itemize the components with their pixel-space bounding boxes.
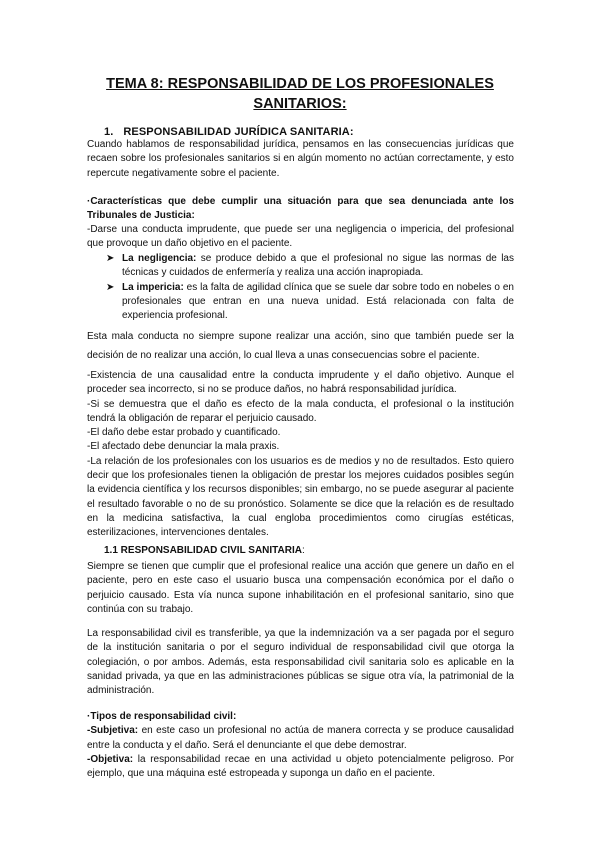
list-item: -La relación de los profesionales con los usuarios es de medios y no de resultados. Esto quiero decir que los profesionales tienen la obligación de prestar los mejores cuidados posibles según la evidencia científica y los recursos disponibles; sin embargo, no se puede asegurar al paciente el resultado favorable o no de su pronóstico. Solamente se dice que la relación es de resultado en la medicina satisfactiva, la cual engloba procedimientos como cirugías estéticas, esterilizaciones, intervenciones dentales. [87, 455, 514, 539]
bullet-term: La impericia: [122, 281, 184, 293]
bullet-list [106, 252, 514, 323]
bullet-text: se produce debido a que el profesional no sigue las normas de las técnicas y cuidados de enfermería y realiza una acción inapropiada. [122, 253, 514, 279]
arrow-bullet-icon: ➤ [106, 253, 115, 264]
subjetiva-item [87, 724, 514, 753]
section-1-title: RESPONSABILIDAD JURÍDICA SANITARIA: [123, 126, 354, 138]
list-item [106, 252, 514, 281]
list-item [106, 281, 514, 324]
title-line-2: SANITARIOS: [253, 96, 347, 112]
characteristics-heading [87, 195, 514, 224]
bullet-text: es la falta de agilidad clínica que se suele dar sobre todo en nobeles o en profesionales que entran en una nueva unidad. Está relacionada con falta de experiencia profesional. [122, 281, 514, 322]
list-item: -Existencia de una causalidad entre la conducta imprudente y el daño objetivo. Aunque el proceder sea incorrecto, si no se produce daños, no habrá responsabilidad jurídica. [87, 370, 514, 396]
civil-types [87, 710, 514, 781]
section-1-number: 1. [104, 126, 114, 138]
objetiva-term: -Objetiva: [87, 753, 134, 765]
section-1-1-colon: : [302, 545, 305, 556]
civil-paragraph-1: Siempre se tienen que cumplir que el profesional realice una acción que genere un daño en el paciente, pero en este caso el usuario busca una compensación económica por el daño o perjuicio causado. Esta vía nunca supone inhabilitación en el profesional sanitario, sino que continúa con su trabajo. [87, 561, 514, 615]
civil-types-heading: ·Tipos de responsabilidad civil: [87, 711, 237, 722]
list-item: -El afectado debe denunciar la mala praxis. [87, 441, 280, 453]
section-1-1-heading [104, 545, 305, 556]
civil-paragraph-2: La responsabilidad civil es transferible, ya que la indemnización va a ser pagada por el seguro de la institución sanitaria o por el seguro individual de responsabilidad civil que otorga la colegiación, o por ambos. Además, esta responsabilidad civil sanitaria solo es aplicable en la sanidad privada, ya que en las administraciones públicas se sigue otra vía, la patrimonial de la administración. [87, 628, 514, 697]
section-1-intro: Cuando hablamos de responsabilidad jurídica, pensamos en las consecuencias jurídicas que recaen sobre los profesionales sanitarios si en algún momento no actúan correctamente, y esto repercute negativamente sobre el paciente. [87, 139, 514, 179]
title-line-1: TEMA 8: RESPONSABILIDAD DE LOS PROFESIONALES [106, 76, 494, 92]
section-1-heading [104, 126, 354, 138]
conditions-list [87, 369, 514, 541]
bullet-term: La negligencia: [122, 253, 197, 264]
characteristics-heading-text: ·Características que debe cumplir una situación para que sea denunciada ante los Tribunales de Justicia: [87, 196, 514, 222]
arrow-bullet-icon: ➤ [106, 281, 115, 293]
section-1-1-title: 1.1 RESPONSABILIDAD CIVIL SANITARIA [104, 545, 302, 556]
list-item: -Si se demuestra que el daño es efecto de la mala conducta, el profesional o la institución tendrá la obligación de reparar el perjuicio causado. [87, 398, 514, 424]
mala-conducta-paragraph: Esta mala conducta no siempre supone realizar una acción, sino que también puede ser la decisión de no realizar una acción, lo cual lleva a unas consecuencias sobre el paciente. [87, 331, 514, 361]
objetiva-item [87, 753, 514, 782]
subjetiva-text: en este caso un profesional no actúa de manera correcta y se produce causalidad entre la conducta y el daño. Será el denunciante el que debe demostrar. [87, 725, 514, 751]
page-title [60, 74, 540, 114]
conduct-paragraph: -Darse una conducta imprudente, que puede ser una negligencia o impericia, del profesional que provoque un daño objetivo en el paciente. [87, 224, 514, 250]
list-item: -El daño debe estar probado y cuantificado. [87, 427, 281, 439]
objetiva-text: la responsabilidad recae en una actividad u objeto potencialmente peligroso. Por ejemplo, que una máquina esté estropeada y suponga un daño en el paciente. [87, 753, 514, 780]
subjetiva-term: -Subjetiva: [87, 725, 139, 737]
